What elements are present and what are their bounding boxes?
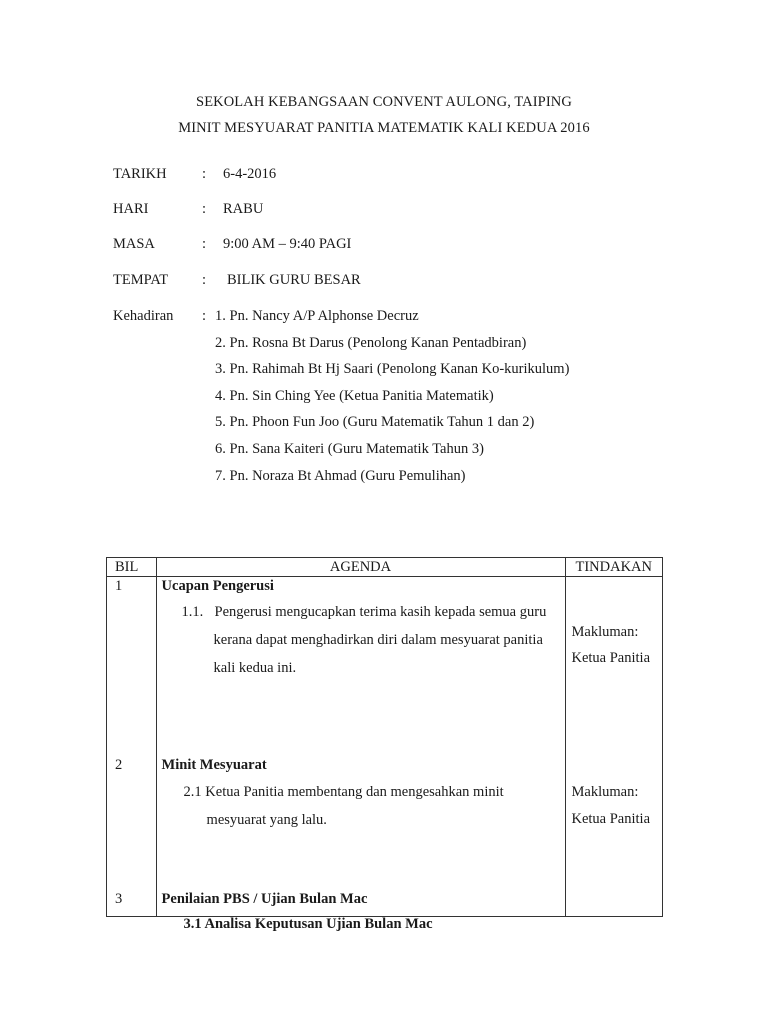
attendee-item: 2. Pn. Rosna Bt Darus (Penolong Kanan Pentadbiran) (215, 335, 527, 351)
attendee-item: 1. Pn. Nancy A/P Alphonse Decruz (215, 308, 419, 324)
attendee-item: 5. Pn. Phoon Fun Joo (Guru Matematik Tahun 1 dan 2) (215, 414, 535, 430)
item-3-title: Penilaian PBS / Ujian Bulan Mac (161, 891, 368, 907)
header-agenda: AGENDA (156, 558, 565, 577)
item-1-sub-number: 1.1. (181, 604, 204, 620)
hari-colon: : (202, 201, 207, 217)
tempat-colon: : (202, 272, 207, 288)
tindakan-column (565, 577, 663, 917)
tarikh-value: 6-4-2016 (223, 166, 277, 182)
item-1-title: Ucapan Pengerusi (161, 578, 274, 594)
tarikh-label: TARIKH (113, 166, 167, 182)
item-3-subtitle: 3.1 Analisa Keputusan Ujian Bulan Mac (183, 916, 433, 932)
agenda-column (156, 577, 565, 932)
masa-colon: : (202, 236, 207, 252)
attendee-item: 3. Pn. Rahimah Bt Hj Saari (Penolong Kanan Ko-kurikulum) (215, 361, 570, 377)
table-header-row (107, 558, 663, 577)
attendee-item: 6. Pn. Sana Kaiteri (Guru Matematik Tahun 3) (215, 441, 484, 457)
kehadiran-colon: : (202, 308, 207, 324)
hari-label: HARI (113, 201, 149, 217)
item-3-number: 3 (115, 891, 123, 907)
tempat-label: TEMPAT (113, 272, 169, 288)
kehadiran-label: Kehadiran (113, 308, 174, 324)
item-1-tindakan: Ketua Panitia (571, 650, 651, 666)
attendee-item: 4. Pn. Sin Ching Yee (Ketua Panitia Matematik) (215, 388, 494, 404)
item-1-number: 1 (115, 578, 123, 594)
item-2-line: 2.1 Ketua Panitia membentang dan mengesahkan minit (183, 784, 504, 800)
attendee-item: 7. Pn. Noraza Bt Ahmad (Guru Pemulihan) (215, 468, 466, 484)
item-1-tindakan: Makluman: (571, 624, 639, 640)
item-2-title: Minit Mesyuarat (161, 757, 267, 773)
item-2-tindakan: Makluman: (571, 784, 639, 800)
table-row (107, 577, 663, 917)
item-1-line: kerana dapat menghadirkan diri dalam mesyuarat panitia (213, 632, 543, 648)
hari-value: RABU (223, 201, 264, 217)
item-2-tindakan: Ketua Panitia (571, 811, 651, 827)
masa-value: 9:00 AM – 9:40 PAGI (223, 236, 352, 252)
school-name: SEKOLAH KEBANGSAAN CONVENT AULONG, TAIPING (196, 94, 572, 110)
meeting-title: MINIT MESYUARAT PANITIA MATEMATIK KALI KEDUA 2016 (178, 120, 590, 136)
agenda-table (106, 557, 663, 932)
item-2-line: mesyuarat yang lalu. (206, 812, 327, 828)
bil-column (107, 577, 157, 917)
tarikh-colon: : (202, 166, 207, 182)
item-1-line: Pengerusi mengucapkan terima kasih kepada semua guru (214, 604, 547, 620)
header-tindakan: TINDAKAN (565, 558, 663, 577)
tempat-value: BILIK GURU BESAR (227, 272, 361, 288)
masa-label: MASA (113, 236, 155, 252)
item-2-number: 2 (115, 757, 123, 773)
item-1-line: kali kedua ini. (213, 660, 297, 676)
header-bil: BIL (107, 558, 157, 577)
